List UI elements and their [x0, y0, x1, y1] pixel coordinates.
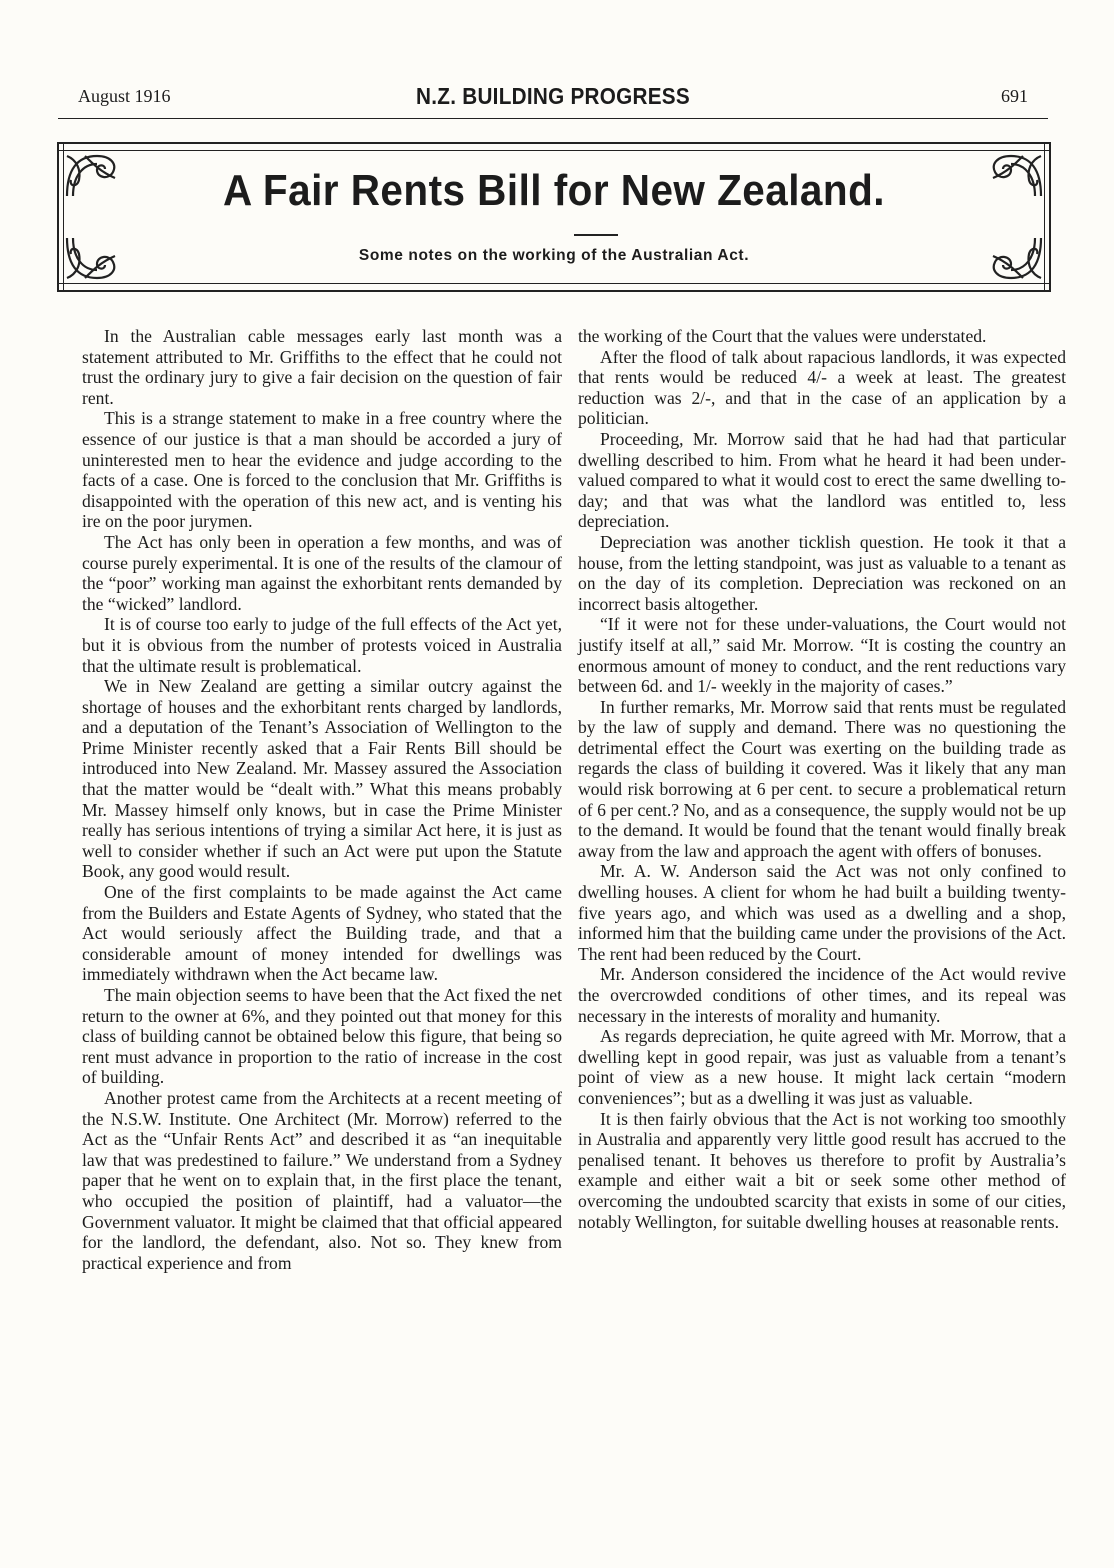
paragraph: This is a strange statement to make in a free country where the essence of our justice is that a man should be accorded a jury of uninterested men to hear the evidence and judge according to the facts of a case. One is forced to the conclusion that Mr. Griffiths is disappointed with the operation of this new act, and is venting his ire on the poor jurymen. [82, 408, 562, 532]
paragraph: It is of course too early to judge of the full effects of the Act yet, but it is obvious from the number of protests voiced in Australia that the ultimate result is problematical. [82, 614, 562, 676]
publication-name: N.Z. BUILDING PROGRESS [416, 83, 690, 109]
article-title: A Fair Rents Bill for New Zealand. [223, 166, 885, 215]
paragraph: “If it were not for these under-valuations, the Court would not justify itself at all,” said Mr. Morrow. “It is costing the country an enormous amount of money to conduct, and the rent reductions vary between 6d. and 1/- weekly in the majority of cases.” [578, 614, 1066, 697]
paragraph: Mr. Anderson considered the incidence of the Act would revive the overcrowded conditions of other times, and its repeal was necessary in the interests of morality and humanity. [578, 964, 1066, 1026]
paragraph: The main objection seems to have been that the Act fixed the net return to the owner at 6%, and they pointed out that money for this class of building cannot be obtained below this figure, that being so rent must advance in proportion to the ratio of increase in the cost of building. [82, 985, 562, 1088]
paragraph: It is then fairly obvious that the Act is not working too smoothly in Australia and apparently very little good result has accrued to the penalised tenant. It behoves us therefore to profit by Australia’s example and either wait a bit or seek some other method of overcoming the undoubted scarcity that exists in some of our cities, notably Wellington, for suitable dwelling houses at reasonable rents. [578, 1108, 1066, 1232]
paragraph: After the flood of talk about rapacious landlords, it was expected that rents would be reduced 4/- a week at least. The greatest reduction was 2/-, and that in the case of an application by a politician. [578, 346, 1066, 429]
paragraph: Proceeding, Mr. Morrow said that he had had that particular dwelling described to him. From what he heard it had been under-valued compared to what it would cost to erect the same dwelling to-day; and that was what the landlord was entitled to, less depreciation. [578, 428, 1066, 532]
paragraph: One of the first complaints to be made against the Act came from the Builders and Estate Agents of Sydney, who stated that the Act would seriously affect the Building trade, and that a considerable amount of money intended for dwellings was immediately withdrawn when the Act became law. [82, 882, 562, 985]
paragraph-continuation: the working of the Court that the values were understated. [578, 326, 987, 346]
article-subtitle: Some notes on the working of the Australian Act. [358, 247, 750, 264]
title-box [57, 142, 1051, 292]
left-column [82, 326, 562, 1273]
paragraph: In the Australian cable messages early last month was a statement attributed to Mr. Griffiths to the effect that he could not trust the ordinary jury to give a fair decision on the question of fair rent. [82, 326, 562, 408]
running-head [58, 83, 1048, 119]
title-divider [574, 234, 618, 236]
page-number: 691 [1001, 86, 1028, 106]
right-column [578, 326, 1066, 1232]
paragraph: We in New Zealand are getting a similar outcry against the shortage of houses and the exhorbitant rents charged by landlords, and a deputation of the Tenant’s Association of Wellington to the Prime Minister recently asked that a Fair Rents Bill should be introduced into New Zealand. Mr. Massey assured the Association that the matter would be “dealt with.” What this means probably Mr. Massey himself only knows, but in case the Prime Minister really has serious intentions of trying a similar Act here, it is just as well to consider whether if such an Act were put upon the Statute Book, any good would result. [82, 676, 562, 882]
paragraph: Another protest came from the Architects at a recent meeting of the N.S.W. Institute. One Architect (Mr. Morrow) referred to the Act as the “Unfair Rents Act” and described it as “an inequitable law that was predestined to failure.” We understand from a Sydney paper that he went on to explain that, in the first place the tenant, who occupied the position of plaintiff, had a valuator—the Government valuator. It might be claimed that that official appeared for the landlord, the defendant, also. Not so. They knew from practical experience and from [82, 1087, 562, 1273]
paragraph: Depreciation was another ticklish question. He took it that a house, from the letting standpoint, was just as valuable to a tenant as on the day of its completion. Depreciation was reckoned on an incorrect basis altogether. [578, 531, 1066, 614]
frame-right-rule [1044, 142, 1051, 292]
issue-date: August 1916 [78, 86, 171, 106]
paragraph: Mr. A. W. Anderson said the Act was not only confined to dwelling houses. A client for whom he had built a building twenty-five years ago, and which was used as a dwelling and a shop, informed him that the building came under the provisions of the Act. The rent had been reduced by the Court. [578, 861, 1066, 964]
frame-bottom-rule [57, 283, 1051, 292]
paragraph: As regards depreciation, he quite agreed with Mr. Morrow, that a dwelling kept in good repair, was just as valuable from a tenant’s point of view as a new house. It might lack certain “modern conveniences”; but as a dwelling it was just as valuable. [578, 1026, 1066, 1108]
frame-top-rule [57, 142, 1051, 151]
paragraph: The Act has only been in operation a few months, and was of course purely experimental. It is one of the results of the clamour of the “poor” working man against the exhorbitant rents demanded by the “wicked” landlord. [82, 531, 562, 614]
paragraph: In further remarks, Mr. Morrow said that rents must be regulated by the law of supply and demand. There was no questioning the detrimental effect the Court was exerting on the building trade as regards the class of building it covered. Was it likely that any man would risk borrowing at 6 per cent. to secure a problematical return of 6 per cent.? No, and as a consequence, the supply would not be up to the demand. It would be found that the tenant would finally break away from the law and approach the agent with offers of bonuses. [578, 696, 1066, 861]
